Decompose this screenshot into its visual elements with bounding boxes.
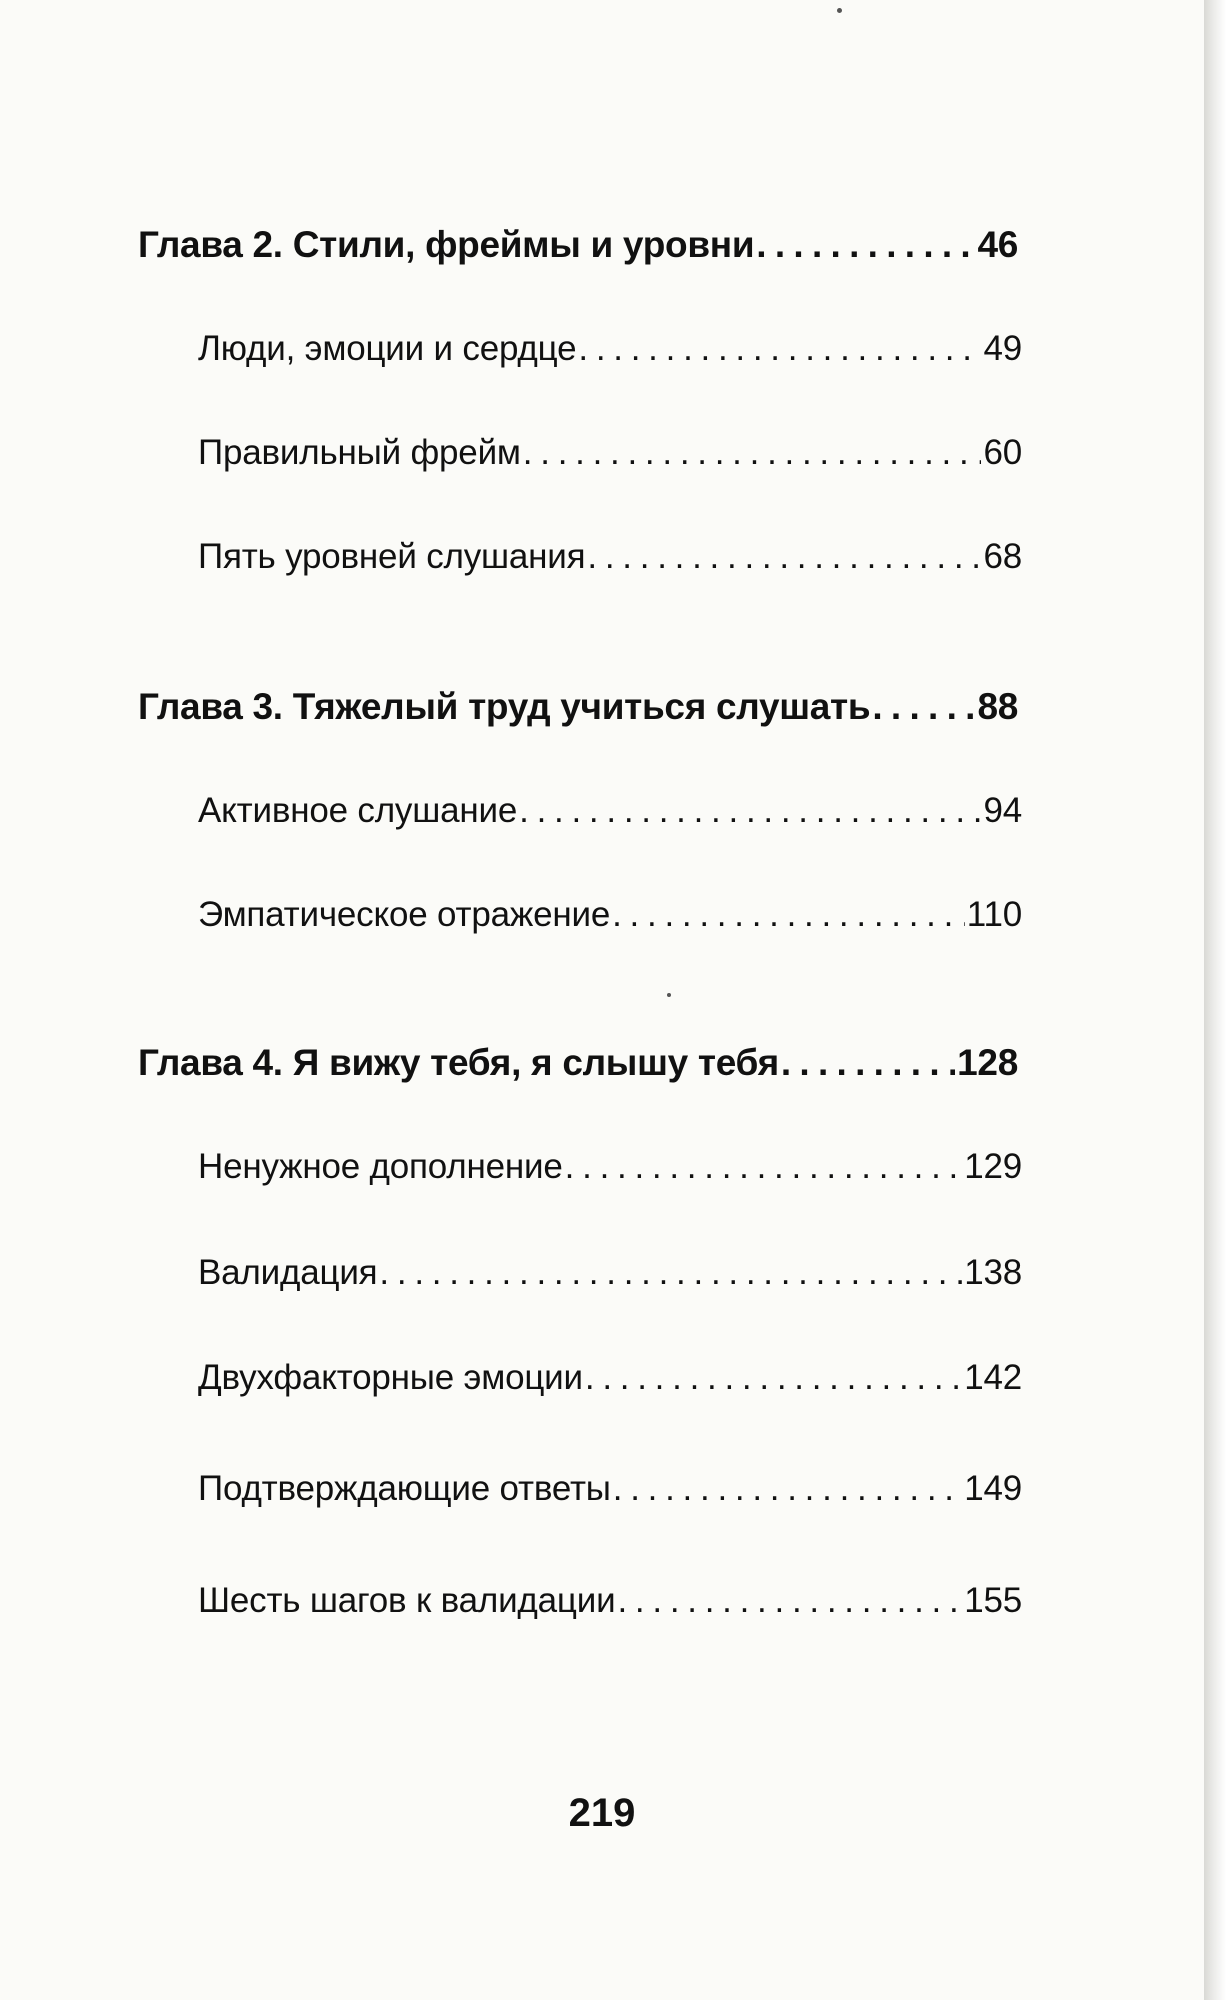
- toc-entry-title: Ненужное дополнение: [198, 1147, 563, 1186]
- toc-entry-page: 142: [964, 1358, 1022, 1397]
- dot-leader: [587, 532, 981, 582]
- toc-entry-title: Активное слушание: [198, 791, 518, 830]
- toc-section-entry[interactable]: [198, 1142, 1022, 1192]
- toc-entry-page: 138: [964, 1253, 1022, 1292]
- toc-entry-title: Глава 2. Стили, фреймы и уровни: [138, 224, 755, 265]
- toc-entry-page: 129: [964, 1147, 1022, 1186]
- toc-entry-page: 128: [957, 1042, 1018, 1083]
- dot-leader: [519, 786, 981, 836]
- toc-entry-page: 88: [977, 686, 1018, 727]
- toc-section-entry[interactable]: [198, 786, 1022, 836]
- toc-entry-page: 49: [983, 329, 1022, 368]
- toc-entry-page: 60: [983, 433, 1022, 472]
- dot-leader: [781, 1038, 955, 1088]
- toc-entry-title: Люди, эмоции и сердце: [198, 329, 577, 368]
- toc-chapter-entry[interactable]: [138, 682, 1018, 732]
- toc-section-entry[interactable]: [198, 890, 1022, 940]
- toc-chapter-entry[interactable]: [138, 220, 1018, 270]
- toc-entry-title: Пять уровней слушания: [198, 537, 586, 576]
- page-number: 219: [568, 1791, 636, 1835]
- toc-entry-title: Правильный фрейм: [198, 433, 521, 472]
- toc-section-entry[interactable]: [198, 1248, 1022, 1298]
- dot-leader: [578, 324, 981, 374]
- dot-leader: [585, 1353, 962, 1403]
- toc-entry-page: 110: [966, 895, 1022, 934]
- toc-chapter-entry[interactable]: [138, 1038, 1018, 1088]
- toc-entry-page: 149: [964, 1469, 1022, 1508]
- toc-section-entry[interactable]: [198, 428, 1022, 478]
- dot-leader: [756, 220, 975, 270]
- toc-section-entry[interactable]: [198, 324, 1022, 374]
- toc-entry-title: Подтверждающие ответы: [198, 1469, 611, 1508]
- toc-entry-page: 46: [977, 224, 1018, 265]
- toc-entry-title: Шесть шагов к валидации: [198, 1581, 616, 1620]
- toc-entry-page: 68: [983, 537, 1022, 576]
- dot-leader: [565, 1142, 963, 1192]
- dot-leader: [613, 1464, 962, 1514]
- toc-entry-title: Валидация: [198, 1253, 378, 1292]
- toc-section-entry[interactable]: [198, 1353, 1022, 1403]
- page-edge-shadow: [1204, 0, 1226, 2000]
- toc-entry-page: 94: [983, 791, 1022, 830]
- dot-leader: [379, 1248, 962, 1298]
- toc-entry-title: Двухфакторные эмоции: [198, 1358, 583, 1397]
- toc-section-entry[interactable]: [198, 532, 1022, 582]
- toc-entry-title: Эмпатическое отражение: [198, 895, 611, 934]
- toc-entry-title: Глава 4. Я вижу тебя, я слышу тебя: [138, 1042, 779, 1083]
- toc-entry-title: Глава 3. Тяжелый труд учиться слушать: [138, 686, 871, 727]
- toc-section-entry[interactable]: [198, 1576, 1022, 1626]
- dot-leader: [617, 1576, 962, 1626]
- dot-leader: [872, 682, 975, 732]
- toc-entry-page: 155: [964, 1581, 1022, 1620]
- dot-leader: [523, 428, 982, 478]
- dot-leader: [612, 890, 965, 940]
- toc-section-entry[interactable]: [198, 1464, 1022, 1514]
